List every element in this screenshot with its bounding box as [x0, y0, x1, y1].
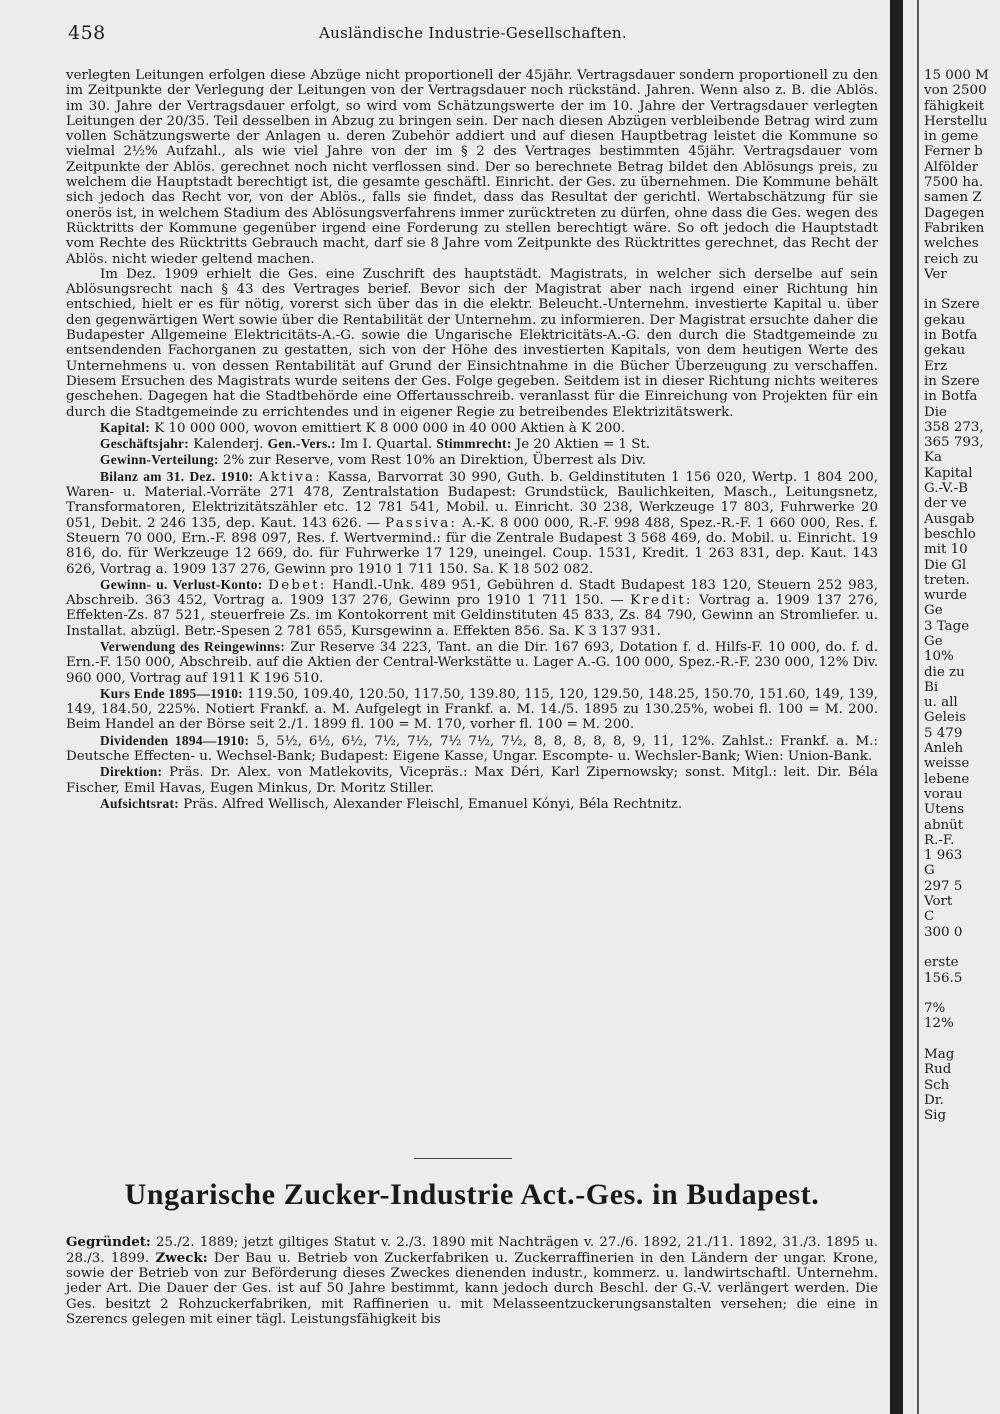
adjacent-line: 297 5 [924, 878, 963, 894]
passiva-text: A.-K. 8 000 000, R.-F. 998 488, Spez.-R.-F. 1 660 000, Res. f. Steuern 70 000, Ern.-F. 898 097, Res. f. Wertvermind.: für die Zentrale Budapest 3 568 469, do. Mobil. u. Einricht. 19 816, do. für Werkzeuge 12 669, do. für Fuhrwerke 17 129, uneingel. Coup. 1531, Kredit. 1 263 831, dep. Kaut. 143 626, Vortrag a. 1909 137 276, Gewinn pro 1910 1 711 150. Sa. K 18 502 082. [66, 515, 878, 577]
kredit-word: Kredit: [630, 593, 693, 609]
adjacent-line: R.-F. [924, 832, 955, 848]
adjacent-line: Die Gl [924, 557, 967, 573]
adjacent-line: treten. [924, 572, 970, 588]
passiva-word: Passiva: [385, 515, 458, 531]
guv-label: Gewinn- u. Verlust-Konto: [100, 576, 263, 592]
bilanz-label: Bilanz am 31. Dez. 1910: [100, 468, 254, 484]
adjacent-line: in Szere [924, 373, 980, 389]
kapital-label: Kapital: [100, 419, 151, 435]
running-title: Ausländische Industrie-Gesellschaften. [319, 24, 627, 42]
adjacent-line: Bi [924, 679, 939, 695]
page-header [68, 22, 878, 48]
kurs-text: 119.50, 109.40, 120.50, 117.50, 139.80, 115, 120, 129.50, 148.25, 150.70, 151.60, 149, 139, 149, 184.50, 225%. Notiert Frankf. a. M. Aufgelegt in Frankf. a. M. 14./5. 1895 zu 130.25%, wobei fl. 100 = M. 200. Beim Handel an der Börse seit 2./1. 1899 fl. 100 = M. 170, vorher fl. 100 = M. 200. [66, 686, 878, 733]
adjacent-line: Alfölder [924, 159, 979, 175]
article-title: Ungarische Zucker-Industrie Act.-Ges. in Budapest. [124, 1178, 820, 1211]
adjacent-line: Anleh [924, 741, 964, 757]
adjacent-line: Dagegen [924, 205, 985, 221]
adjacent-line: 12% [924, 1016, 954, 1032]
verwendung-label: Verwendung des Reingewinns: [100, 638, 286, 654]
genvers-text: Im I. Quartal. [340, 437, 433, 453]
adjacent-line: weisse [924, 756, 970, 772]
main-column [66, 68, 878, 812]
adjacent-line: G.-V.-B [924, 481, 968, 497]
stimmrecht-text: Je 20 Aktien = 1 St. [515, 437, 651, 453]
adjacent-line: von 2500 [924, 83, 987, 99]
adjacent-line: Ka [924, 450, 942, 466]
adjacent-line: 358 273, [924, 419, 984, 435]
magistrat-paragraph: Im Dez. 1909 erhielt die Ges. eine Zuschrift des hauptstädt. Magistrats, in welcher sich derselbe auf sein Ablösungsrecht nach § 43 des Vertrages berief. Bevor sich der Magistrat aber nach irgend einer Richtung hin entschied, hielt er es für nötig, vorerst sich über das in die elektr. Beleucht.-Unternehm. investierte Kapital u. über den gegenwärtigen Wert sowie über die Rentabilität der Unternehm. zu informieren. Der Magistrat ersuchte daher die Budapester Allgemeine Elektricitäts-A.-G. sowie die Ungarische Elektricitäts-A.-G. den durch die Stadtgemeinde zu entsendenden Fachorganen zu gestatten, sich von der Höhe des investierten Kapitals, von dem heutigen Werte des Unternehmens u. von dessen Rentabilität auf Grund der Einsichtnahme in die Bücher Überzeugung zu verschaffen. Diesem Ersuchen des Magistrats wurde seitens der Ges. Folge gegeben. Seitdem ist in dieser Richtung nichts weiteres geschehen. Dagegen hat die Stadtbehörde eine Offertausschreib. veranlasst für die Einreichung von Projekten für ein durch die Stadtgemeinde zu errichtendes und in eigener Regie zu betreibendes Elektrizitätswerk. [66, 266, 878, 420]
adjacent-line: 300 0 [924, 924, 963, 940]
adjacent-line: vorau [924, 786, 963, 802]
page-number: 458 [68, 22, 106, 44]
guv-entry [66, 577, 878, 639]
verwendung-entry [66, 639, 878, 686]
gegruendet-entry [66, 1235, 878, 1327]
adjacent-line: Geleis [924, 710, 966, 726]
adjacent-line: wurde [924, 588, 967, 604]
section-divider [414, 1158, 512, 1159]
adjacent-line: Dr. [924, 1092, 944, 1108]
adjacent-line: Mag [924, 1047, 955, 1062]
kapital-entry [66, 420, 878, 436]
second-article [66, 1222, 878, 1341]
adjacent-line: mit 10 [924, 542, 968, 558]
adjacent-line: erste [924, 955, 959, 971]
direktion-label: Direktion: [100, 764, 163, 780]
adjacent-line: Ver [924, 266, 947, 282]
stimmrecht-label: Stimmrecht: [436, 436, 512, 452]
adjacent-line: Vort [924, 894, 953, 910]
adjacent-line: Sch [924, 1077, 950, 1093]
adjacent-line: 5 479 [924, 725, 963, 741]
adjacent-line: Kapital [924, 465, 973, 481]
adjacent-line: G [924, 863, 935, 879]
adjacent-line: C [924, 909, 935, 925]
adjacent-line: gekau [924, 343, 966, 359]
aufsichtsrat-text: Präs. Alfred Wellisch, Alexander Fleischl, Emanuel Kónyi, Béla Rechtnitz. [183, 796, 683, 812]
gewinnverteilung-text: 2% zur Reserve, vom Rest 10% an Direktion, Überrest als Div. [223, 453, 647, 469]
kredit-text: Vortrag a. 1909 137 276, Effekten-Zs. 87 521, steuerfreie Zs. im Kontokorrent mit Geldinstituten 45 833, Zs. 84 790, Gewinn an Stromliefer. u. Installat. abzügl. Betr.-Spesen 2 781 655, Kursgewinn a. Effekten 856. Sa. K 3 137 931. [66, 593, 878, 639]
adjacent-line: der ve [924, 496, 967, 512]
adjacent-line: abnüt [924, 817, 964, 833]
adjacent-line: in Botfa [924, 328, 978, 344]
adjacent-line: Erz [924, 358, 948, 374]
column-rule-thin [917, 0, 919, 1414]
gegruendet-label: Gegründet: [66, 1234, 151, 1251]
adjacent-line: die zu [924, 664, 965, 680]
direktion-entry [66, 764, 878, 796]
dividenden-entry [66, 733, 878, 765]
adjacent-line: u. all [924, 695, 958, 711]
gewinnverteilung-entry [66, 452, 878, 468]
geschaeftsjahr-text: Kalenderj. [193, 437, 264, 453]
zweck-label: Zweck: [155, 1249, 208, 1266]
adjacent-line: welches [924, 236, 979, 252]
adjacent-line: reich zu [924, 251, 979, 267]
bilanz-entry [66, 469, 878, 577]
adjacent-line: 156.5 [924, 970, 963, 986]
adjacent-line: fähigkeit [924, 98, 985, 114]
gewinnverteilung-label: Gewinn-Verteilung: [100, 452, 219, 468]
adjacent-line: in geme [924, 129, 979, 145]
adjacent-line: 365 793, [924, 435, 984, 451]
adjacent-line: 7% [924, 1001, 946, 1017]
adjacent-line: Die [924, 404, 947, 420]
gegruendet-text: 25./2. 1889; jetzt giltiges Statut v. 2./3. 1890 mit Nachträgen v. 27./6. 1892, 21./11. 1892, 31./3. 1895 u. 28./3. 1899. [66, 1235, 878, 1266]
direktion-text: Präs. Dr. Alex. von Matlekovits, Vicepräs.: Max Déri, Karl Zipernowsky; sonst. Mitgl.: leit. Dir. Béla Fischer, Emil Havas, Eugen Minkus, Dr. Moritz Stiller. [66, 765, 878, 796]
debet-text: Handl.-Unk. 489 951, Gebühren d. Stadt Budapest 183 120, Steuern 252 983, Abschreib. 363 452, Vortrag a. 1909 137 276, Gewinn pro 1910 1 711 150. — [66, 577, 878, 609]
dividenden-text: 5, 5½, 6½, 6½, 7½, 7½, 7½ 7½, 7½, 8, 8, 8, 8, 8, 9, 11, 12%. Zahlst.: Frankf. a. M.: Deutsche Effecten- u. Wechsel-Bank; Budapest: Eigene Kasse, Ungar. Escompte- u. Wechsler-Bank; Wien: Union-Bank. [66, 733, 878, 765]
verwendung-text: Zur Reserve 34 223, Tant. an die Dir. 167 693, Dotation f. d. Hilfs-F. 10 000, do. f. d. Ern.-F. 150 000, Abschreib. auf die Aktien der Central-Werkstätte u. Lager A.-G. 100 000, Spez.-R.-F. 230 000, 12% Div. 960 000, Vortrag auf 1911 K 196 510. [66, 639, 878, 686]
adjacent-line: in Botfa [924, 389, 978, 405]
adjacent-line: gekau [924, 312, 966, 328]
adjacent-line: 3 Tage [924, 618, 970, 634]
adjacent-line [924, 282, 1000, 297]
adjacent-line: Ge [924, 603, 943, 619]
adjacent-line: Herstellu [924, 113, 988, 129]
kurs-label: Kurs Ende 1895—1910: [100, 685, 243, 701]
adjacent-line: lebene [924, 771, 970, 787]
adjacent-line: Fabriken [924, 220, 985, 236]
adjacent-line: Sig [924, 1108, 947, 1124]
adjacent-line: Ge [924, 633, 943, 649]
adjacent-page-column [924, 68, 1000, 1408]
adjacent-line: Rud [924, 1062, 952, 1078]
adjacent-line: Utens [924, 802, 965, 818]
adjacent-line [924, 1032, 1000, 1047]
adjacent-line [924, 940, 1000, 955]
adjacent-line: samen Z [924, 190, 982, 206]
kapital-text: K 10 000 000, wovon emittiert K 8 000 000 in 40 000 Aktien à K 200. [154, 420, 626, 436]
aufsichtsrat-label: Aufsichtsrat: [100, 795, 180, 811]
aktiva-text: Kassa, Barvorrat 30 990, Guth. b. Geldinstituten 1 156 020, Wertp. 1 804 200, Waren- u. Material.-Vorräte 271 478, Zentralstation Budapest: Grundstück, Baulichkeiten, Masch., Leitungsnetz, Transformatoren, Elektrizitätszähler etc. 12 781 541, Mobil. u. Einricht. 30 238, Werkzeuge 17 803, Fuhrwerke 20 051, Debit. 2 246 135, dep. Kaut. 143 626. — [66, 469, 878, 531]
adjacent-line: Ausgab [924, 511, 975, 527]
zweck-text: Der Bau u. Betrieb von Zuckerfabriken u. Zuckerraffinerien in den Ländern der ungar. Krone, sowie der Betrieb von zur Beförderung dieses Zweckes dienenden industr., kommerz. u. landwirtschaftl. Unternehm. jeder Art. Die Dauer der Ges. ist auf 50 Jahre bestimmt, kann jedoch durch Beschl. der G.-V. verlängert werden. Die Ges. besitzt 2 Rohzuckerfabriken, mit Raffinerien u. mit Melasseentzuckerungsanstalten versehen; die eine in Szerencs gelegen mit einer tägl. Leistungsfähigkeit bis [66, 1250, 878, 1327]
adjacent-line [924, 986, 1000, 1001]
adjacent-line: 7500 ha. [924, 175, 984, 191]
genvers-label: Gen.-Vers.: [267, 436, 336, 452]
adjacent-line: in Szere [924, 297, 980, 313]
geschaeftsjahr-entry [66, 436, 878, 452]
debet-word: Debet: [268, 577, 327, 593]
aktiva-word: Aktiva: [258, 469, 322, 485]
column-rule-thick [890, 0, 903, 1414]
adjacent-line: 1 963 [924, 848, 963, 864]
aufsichtsrat-entry [66, 796, 878, 812]
dividenden-label: Dividenden 1894—1910: [100, 732, 250, 748]
geschaeftsjahr-label: Geschäftsjahr: [100, 436, 189, 452]
kurs-entry [66, 686, 878, 733]
adjacent-line: Ferner b [924, 144, 983, 160]
intro-paragraph: verlegten Leitungen erfolgen diese Abzüge nicht proportionell der 45jähr. Vertragsdauer sondern proportionell zu den im Zeitpunkte der Verlegung der Leitungen von der Vertragsdauer noch rückständ. Jahren. Wenn also z. B. die Ablös. im 30. Jahre der Vertragsdauer erfolgt, so wird vom Schätzungswerte der im 10. Jahre der Vertragsdauer verlegten Leitungen der 20/35. Teil desselben in Abzug zu bringen sein. Der nach diesen Abzügen verbleibende Betrag wird zum vollen Schätzungswerte der Anlagen u. deren Zubehör addiert und auf diesen Hauptbetrag leistet die Kommune so vielmal 2½% Aufzahl., als wie viel Jahre von der im § 2 des Vertrages bestimmten 45jähr. Vertragsdauer vom Zeitpunkte der Ablös. gerechnet noch nicht verflossen sind. Der so berechnete Betrag bildet den Ablösungs preis, zu welchem die Hauptstadt berechtigt ist, die gesamte geschäftl. Einricht. der Ges. zu übernehmen. Die Kommune behält sich jedoch das Recht vor, von der Ablös., falls sie findet, dass das Resultat der gerichtl. Wertabschätzung für sie onerös ist, in welchem Stadium des Ablösungsverfahrens immer zurücktreten zu dürfen, ohne dass die Ges. wegen des Rücktritts der Kommune gegenüber irgend eine Forderung zu stellen berechtigt wäre. So oft jedoch die Hauptstadt vom Rechte des Rücktritts Gebrauch macht, darf sie 8 Jahre vom Zeitpunkte des Rücktrittes gerechnet, das Recht der Ablös. nicht wieder geltend machen. [66, 68, 878, 267]
adjacent-line: 10% [924, 649, 954, 665]
adjacent-line: 15 000 M [924, 68, 989, 83]
adjacent-line: beschlo [924, 526, 976, 542]
